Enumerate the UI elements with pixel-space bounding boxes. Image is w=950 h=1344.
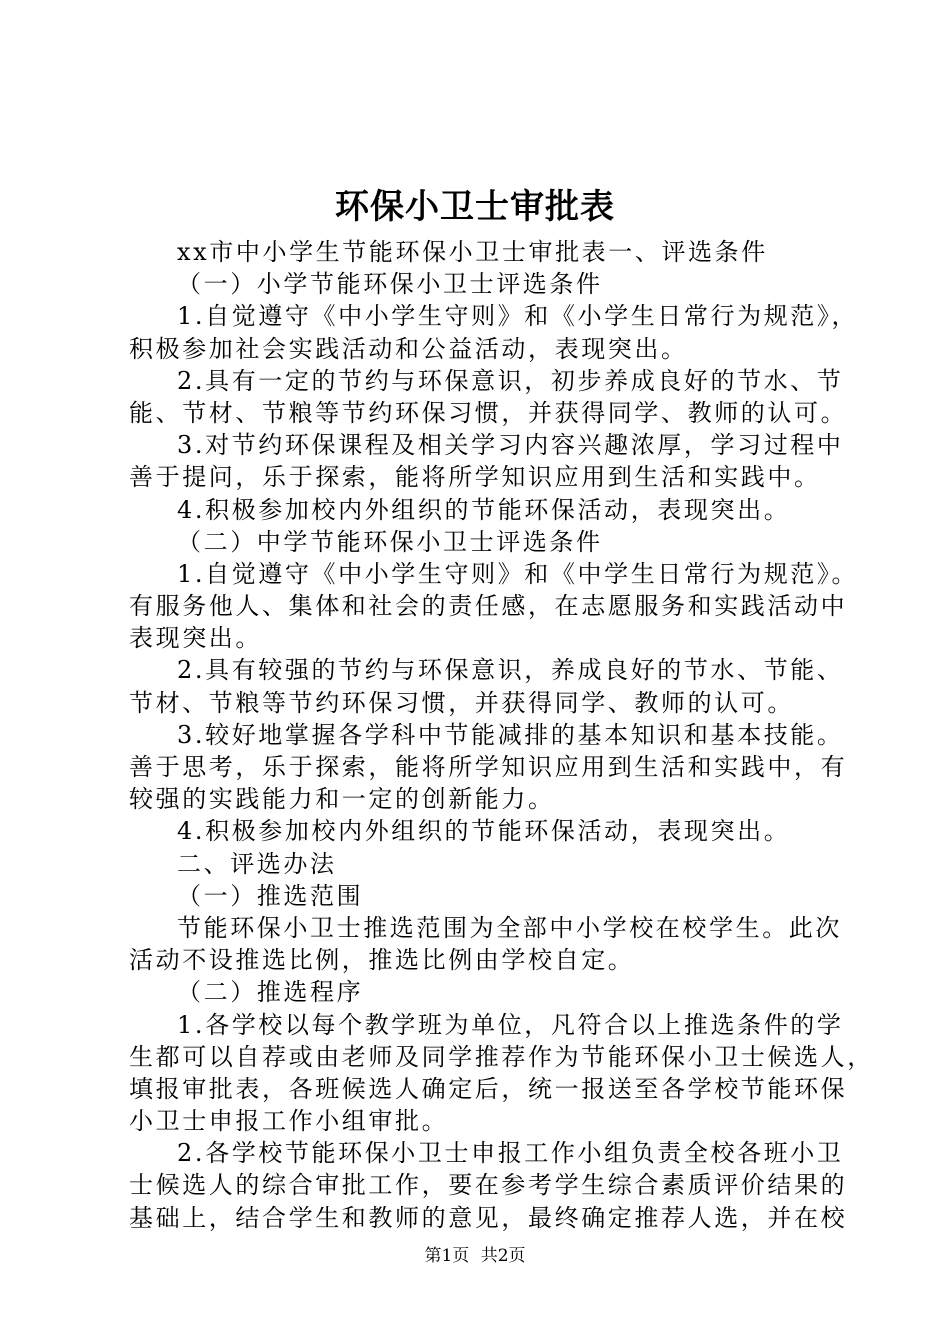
page-total: 共2页: [480, 1246, 526, 1266]
body-line: 3.对节约环保课程及相关学习内容兴趣浓厚，学习过程中: [177, 431, 844, 460]
body-line: 活动不设推选比例，推选比例由学校自定。: [129, 946, 635, 975]
body-line: xx市中小学生节能环保小卫士审批表一、评选条件: [177, 238, 768, 266]
body-line: 2.具有一定的节约与环保意识，初步养成良好的节水、节: [177, 366, 844, 395]
body-line: 士候选人的综合审批工作，要在参考学生综合素质评价结果的: [129, 1171, 848, 1200]
body-line: 基础上，结合学生和教师的意见，最终确定推荐人选，并在校: [129, 1203, 848, 1232]
section-heading: 二、评选办法: [177, 849, 337, 878]
body-line: 2.具有较强的节约与环保意识，养成良好的节水、节能、: [177, 656, 844, 685]
body-line: 节材、节粮等节约环保习惯，并获得同学、教师的认可。: [129, 688, 794, 717]
body-line: 1.自觉遵守《中小学生守则》和《中学生日常行为规范》。: [177, 559, 859, 588]
body-line: 3.较好地掌握各学科中节能减排的基本知识和基本技能。: [177, 720, 844, 749]
page-number: 第1页: [424, 1246, 470, 1266]
document-body: [129, 236, 874, 1234]
body-line: 较强的实践能力和一定的创新能力。: [129, 785, 555, 814]
body-line: 1.各学校以每个教学班为单位，凡符合以上推选条件的学: [177, 1010, 844, 1039]
body-line: 生都可以自荐或由老师及同学推荐作为节能环保小卫士候选人，: [129, 1042, 874, 1071]
body-line: 1.自觉遵守《中小学生守则》和《小学生日常行为规范》，: [177, 302, 859, 331]
body-line: 4.积极参加校内外组织的节能环保活动，表现突出。: [177, 495, 791, 524]
body-line: 能、节材、节粮等节约环保习惯，并获得同学、教师的认可。: [129, 398, 848, 427]
section-heading: （二）中学节能环保小卫士评选条件: [177, 527, 603, 556]
body-line: 善于提问，乐于探索，能将所学知识应用到生活和实践中。: [129, 463, 821, 492]
body-line: 表现突出。: [129, 624, 262, 653]
body-line: 小卫士申报工作小组审批。: [129, 1107, 449, 1136]
page-footer: [0, 1244, 950, 1268]
body-line: 有服务他人、集体和社会的责任感，在志愿服务和实践活动中: [129, 592, 848, 621]
body-line: 节能环保小卫士推选范围为全部中小学校在校学生。此次: [177, 913, 842, 942]
document-title: 环保小卫士审批表: [335, 187, 615, 227]
section-heading: （一）推选范围: [177, 881, 364, 910]
body-line: 积极参加社会实践活动和公益活动，表现突出。: [129, 334, 688, 363]
body-line: 善于思考，乐于探索，能将所学知识应用到生活和实践中，有: [129, 753, 848, 781]
body-line: 2.各学校节能环保小卫士申报工作小组负责全校各班小卫: [177, 1139, 844, 1168]
section-heading: （一）小学节能环保小卫士评选条件: [177, 270, 603, 299]
section-heading: （二）推选程序: [177, 978, 364, 1007]
body-line: 4.积极参加校内外组织的节能环保活动，表现突出。: [177, 817, 791, 846]
body-line: 填报审批表，各班候选人确定后，统一报送至各学校节能环保: [129, 1074, 848, 1103]
